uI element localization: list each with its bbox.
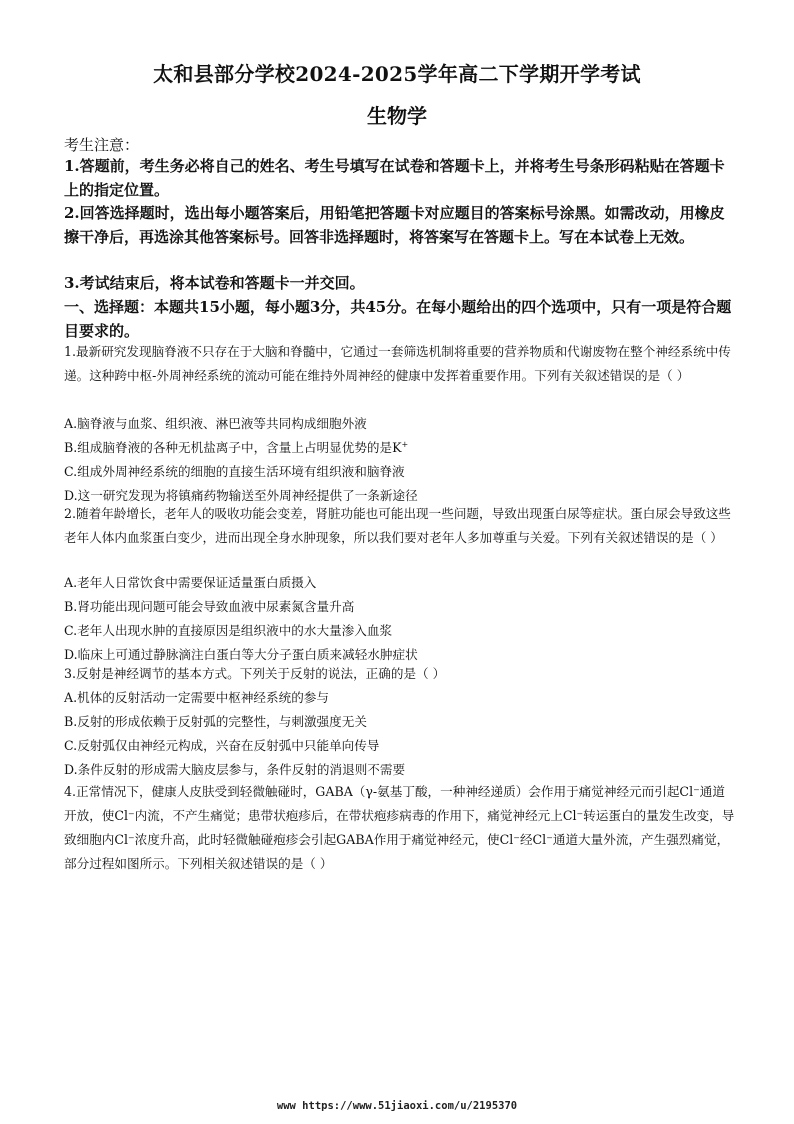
question-2-option-b: B.肾功能出现问题可能会导致血液中尿素氮含量升高 — [64, 599, 355, 614]
notice-heading: 考生注意： — [64, 136, 140, 154]
notice-item-2: 2.回答选择题时，选出每小题答案后，用铅笔把答题卡对应题目的答案标号涂黑。如需改动，用橡皮擦干净后，再选涂其他答案标号。回答非选择题时，将答案写在答题卡上。写在本试卷上无效。 — [64, 204, 725, 246]
question-3-option-a: A.机体的反射活动一定需要中枢神经系统的参与 — [64, 690, 329, 705]
question-2-stem: 2.随着年龄增长，老年人的吸收功能会变差，肾脏功能也可能出现一些问题，导致出现蛋白尿等症状。蛋白尿会导致这些老年人体内血浆蛋白变少，进而出现全身水肿现象，所以我们要对老年人多加尊重与关爱。下列有关叙述错误的是（ ） — [64, 506, 731, 545]
question-1-stem: 1.最新研究发现脑脊液不只存在于大脑和脊髓中，它通过一套筛选机制将重要的营养物质和代谢废物在整个神经系统中传递。这种跨中枢-外周神经系统的流动可能在维持外周神经的健康中发挥着重要作用。下列有关叙述错误的是（ ） — [64, 344, 731, 383]
question-3-option-d: D.条件反射的形成需大脑皮层参与，条件反射的消退则不需要 — [64, 762, 406, 777]
question-1-option-b — [64, 436, 736, 460]
section-heading: 一、选择题：本题共15小题，每小题3分，共45分。在每小题给出的四个选项中，只有一项是符合题目要求的。 — [64, 298, 732, 340]
question-3-stem: 3.反射是神经调节的基本方式。下列关于反射的说法，正确的是（ ） — [64, 666, 446, 681]
superscript-plus: + — [401, 439, 409, 449]
question-1-option-b-text: B.组成脑脊液的各种无机盐离子中，含量上占明显优势的是K — [64, 440, 402, 455]
notice-item-1: 1.答题前，考生务必将自己的姓名、考生号填写在试卷和答题卡上，并将考生号条形码粘贴在答题卡上的指定位置。 — [64, 157, 725, 199]
exam-title: 太和县部分学校2024-2025学年高二下学期开学考试 — [153, 62, 641, 86]
notice-item-3: 3.考试结束后，将本试卷和答题卡一并交回。 — [64, 274, 365, 292]
footer-watermark-url[interactable]: www https://www.51jiaoxi.com/u/2195370 — [276, 1100, 518, 1112]
question-1-option-c: C.组成外周神经系统的细胞的直接生活环境有组织液和脑脊液 — [64, 464, 405, 479]
question-2-option-c: C.老年人出现水肿的直接原因是组织液中的水大量渗入血浆 — [64, 623, 393, 638]
question-3-option-b: B.反射的形成依赖于反射弧的完整性，与刺激强度无关 — [64, 714, 367, 729]
question-4-stem: 4.正常情况下，健康人皮肤受到轻微触碰时，GABA（γ-氨基丁酸，一种神经递质）会作用于痛觉神经元而引起Cl⁻通道开放，使Cl⁻内流，不产生痛觉；患带状疱疹后，在带状疱疹病毒的作用下，痛觉神经元上Cl⁻转运蛋白的量发生改变，导致细胞内Cl⁻浓度升高，此时轻微触碰疱疹会引起GABA作用于痛觉神经元，使Cl⁻经Cl⁻通道大量外流，产生强烈痛觉，部分过程如图所示。下列相关叙述错误的是（ ） — [64, 784, 735, 871]
question-2-option-a: A.老年人日常饮食中需要保证适量蛋白质摄入 — [64, 575, 317, 590]
question-1-option-a: A.脑脊液与血浆、组织液、淋巴液等共同构成细胞外液 — [64, 416, 367, 431]
question-3-option-c: C.反射弧仅由神经元构成，兴奋在反射弧中只能单向传导 — [64, 738, 380, 753]
question-2-option-d: D.临床上可通过静脉滴注白蛋白等大分子蛋白质来减轻水肿症状 — [64, 647, 418, 662]
subject-title: 生物学 — [367, 104, 427, 128]
question-1-option-d: D.这一研究发现为将镇痛药物输送至外周神经提供了一条新途径 — [64, 488, 418, 503]
